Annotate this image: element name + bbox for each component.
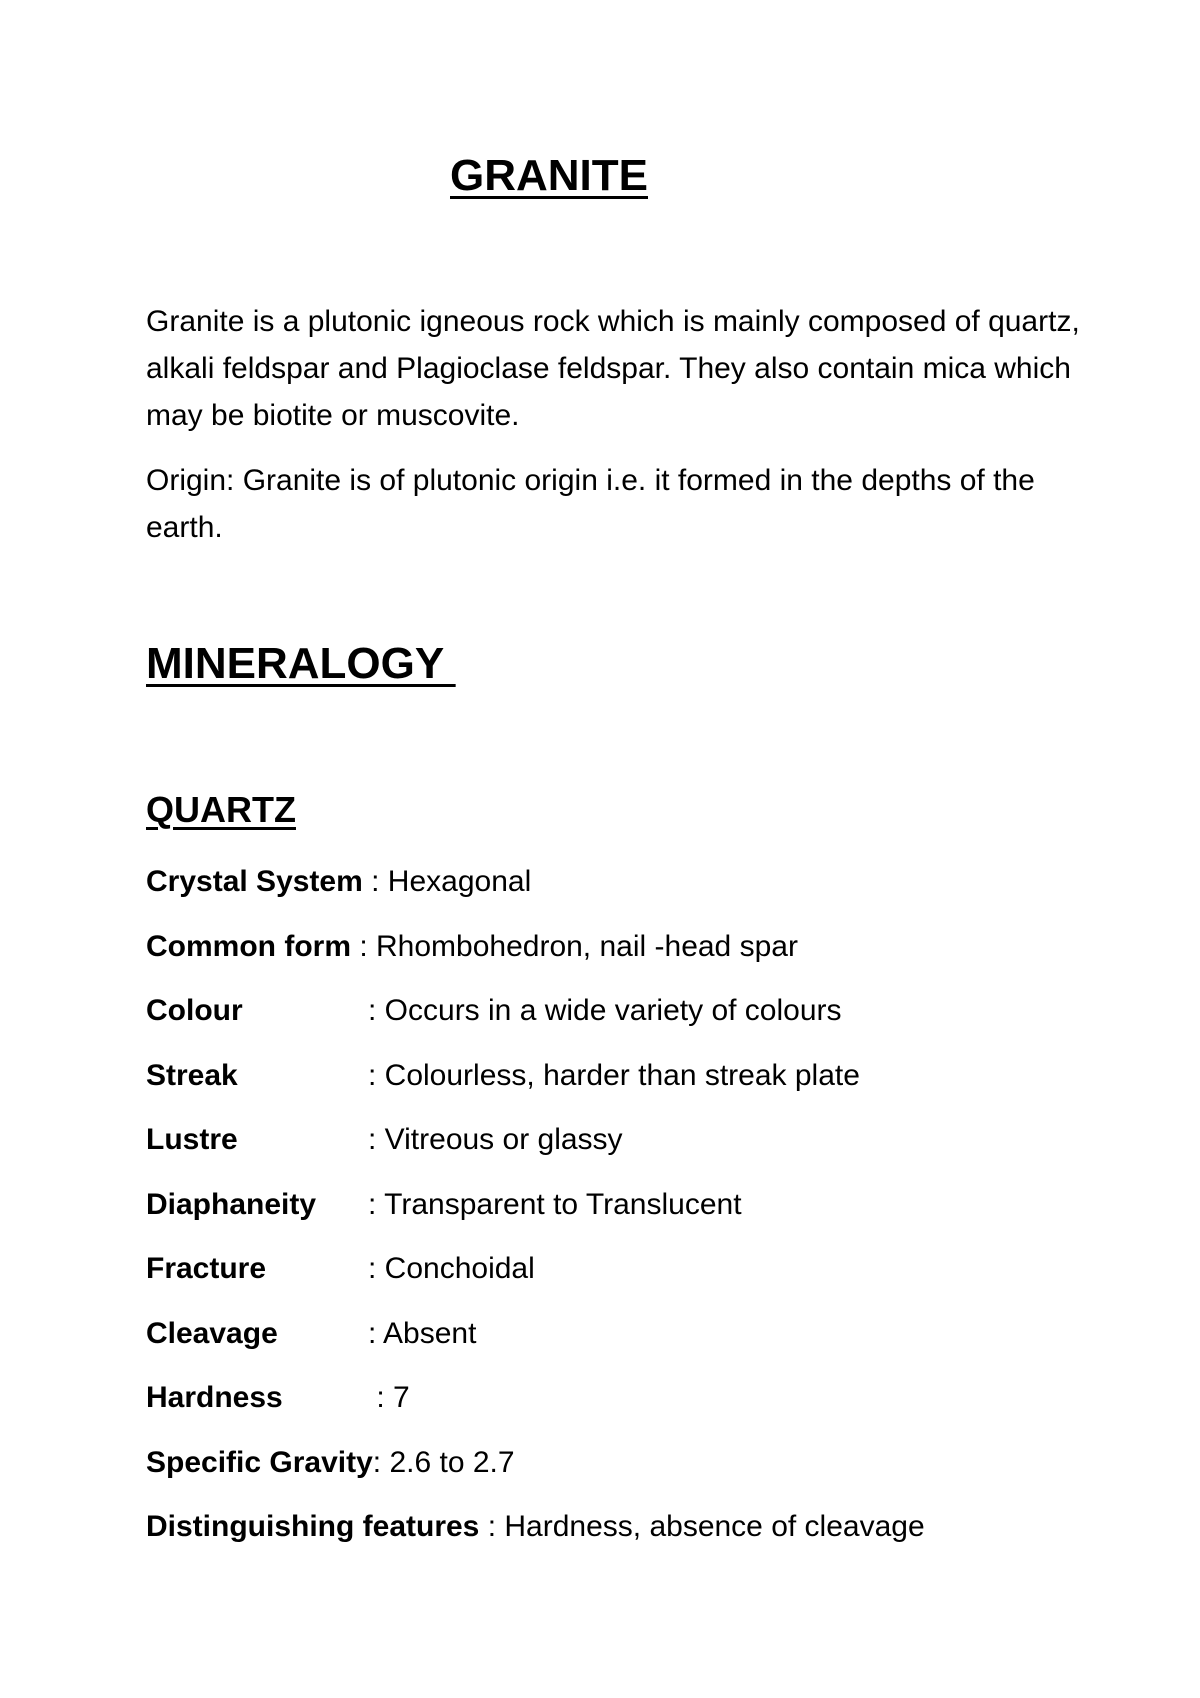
property-label: Hardness [146, 1381, 283, 1414]
property-value: : 7 [368, 1381, 410, 1414]
property-label: Distinguishing features [146, 1510, 480, 1543]
property-hardness [146, 1374, 1126, 1439]
property-list [146, 858, 1126, 1568]
property-value: : Vitreous or glassy [368, 1123, 623, 1156]
property-label: Diaphaneity [146, 1187, 317, 1221]
property-value: : 2.6 to 2.7 [372, 1445, 515, 1479]
property-label: Streak [146, 1058, 238, 1092]
property-lustre [146, 1116, 1126, 1181]
property-label: Colour [146, 994, 243, 1027]
property-diaphaneity [146, 1181, 1126, 1246]
property-value: : Absent [368, 1316, 477, 1350]
property-label: Common form [146, 929, 351, 963]
property-distinguishing-features [146, 1503, 1126, 1568]
property-crystal-system [146, 858, 1126, 923]
intro-paragraph: Granite is a plutonic igneous rock which is mainly composed of quartz, alkali feldspar and Plagioclase feldspar. They also contain mica which may be biotite or muscovite. [146, 305, 1080, 432]
property-value: : Hardness, absence of cleavage [479, 1510, 925, 1543]
origin-paragraph: Origin: Granite is of plutonic origin i.e. it formed in the depths of the earth. [146, 464, 1035, 544]
property-streak [143, 1052, 1126, 1117]
property-label: Crystal System [146, 865, 363, 898]
property-value: : Transparent to Translucent [368, 1187, 742, 1221]
property-label: Lustre [146, 1123, 238, 1156]
property-value: : Occurs in a wide variety of colours [368, 994, 842, 1027]
property-specific-gravity [146, 1439, 1126, 1504]
property-label: Specific Gravity [146, 1445, 373, 1479]
section-heading-mineralogy: MINERALOGY [146, 639, 456, 688]
property-cleavage [146, 1310, 1126, 1375]
property-value: : Rhombohedron, nail -head spar [351, 929, 798, 963]
property-value: : Hexagonal [362, 865, 532, 898]
property-common-form [146, 923, 1126, 988]
property-fracture [146, 1245, 1126, 1310]
property-label: Fracture [146, 1252, 267, 1285]
property-colour [146, 987, 1126, 1052]
mineral-heading: QUARTZ [146, 789, 296, 830]
property-label: Cleavage [146, 1316, 278, 1350]
document-title: GRANITE [450, 151, 648, 200]
property-value: : Colourless, harder than streak plate [368, 1058, 860, 1092]
property-value: : Conchoidal [368, 1252, 535, 1285]
